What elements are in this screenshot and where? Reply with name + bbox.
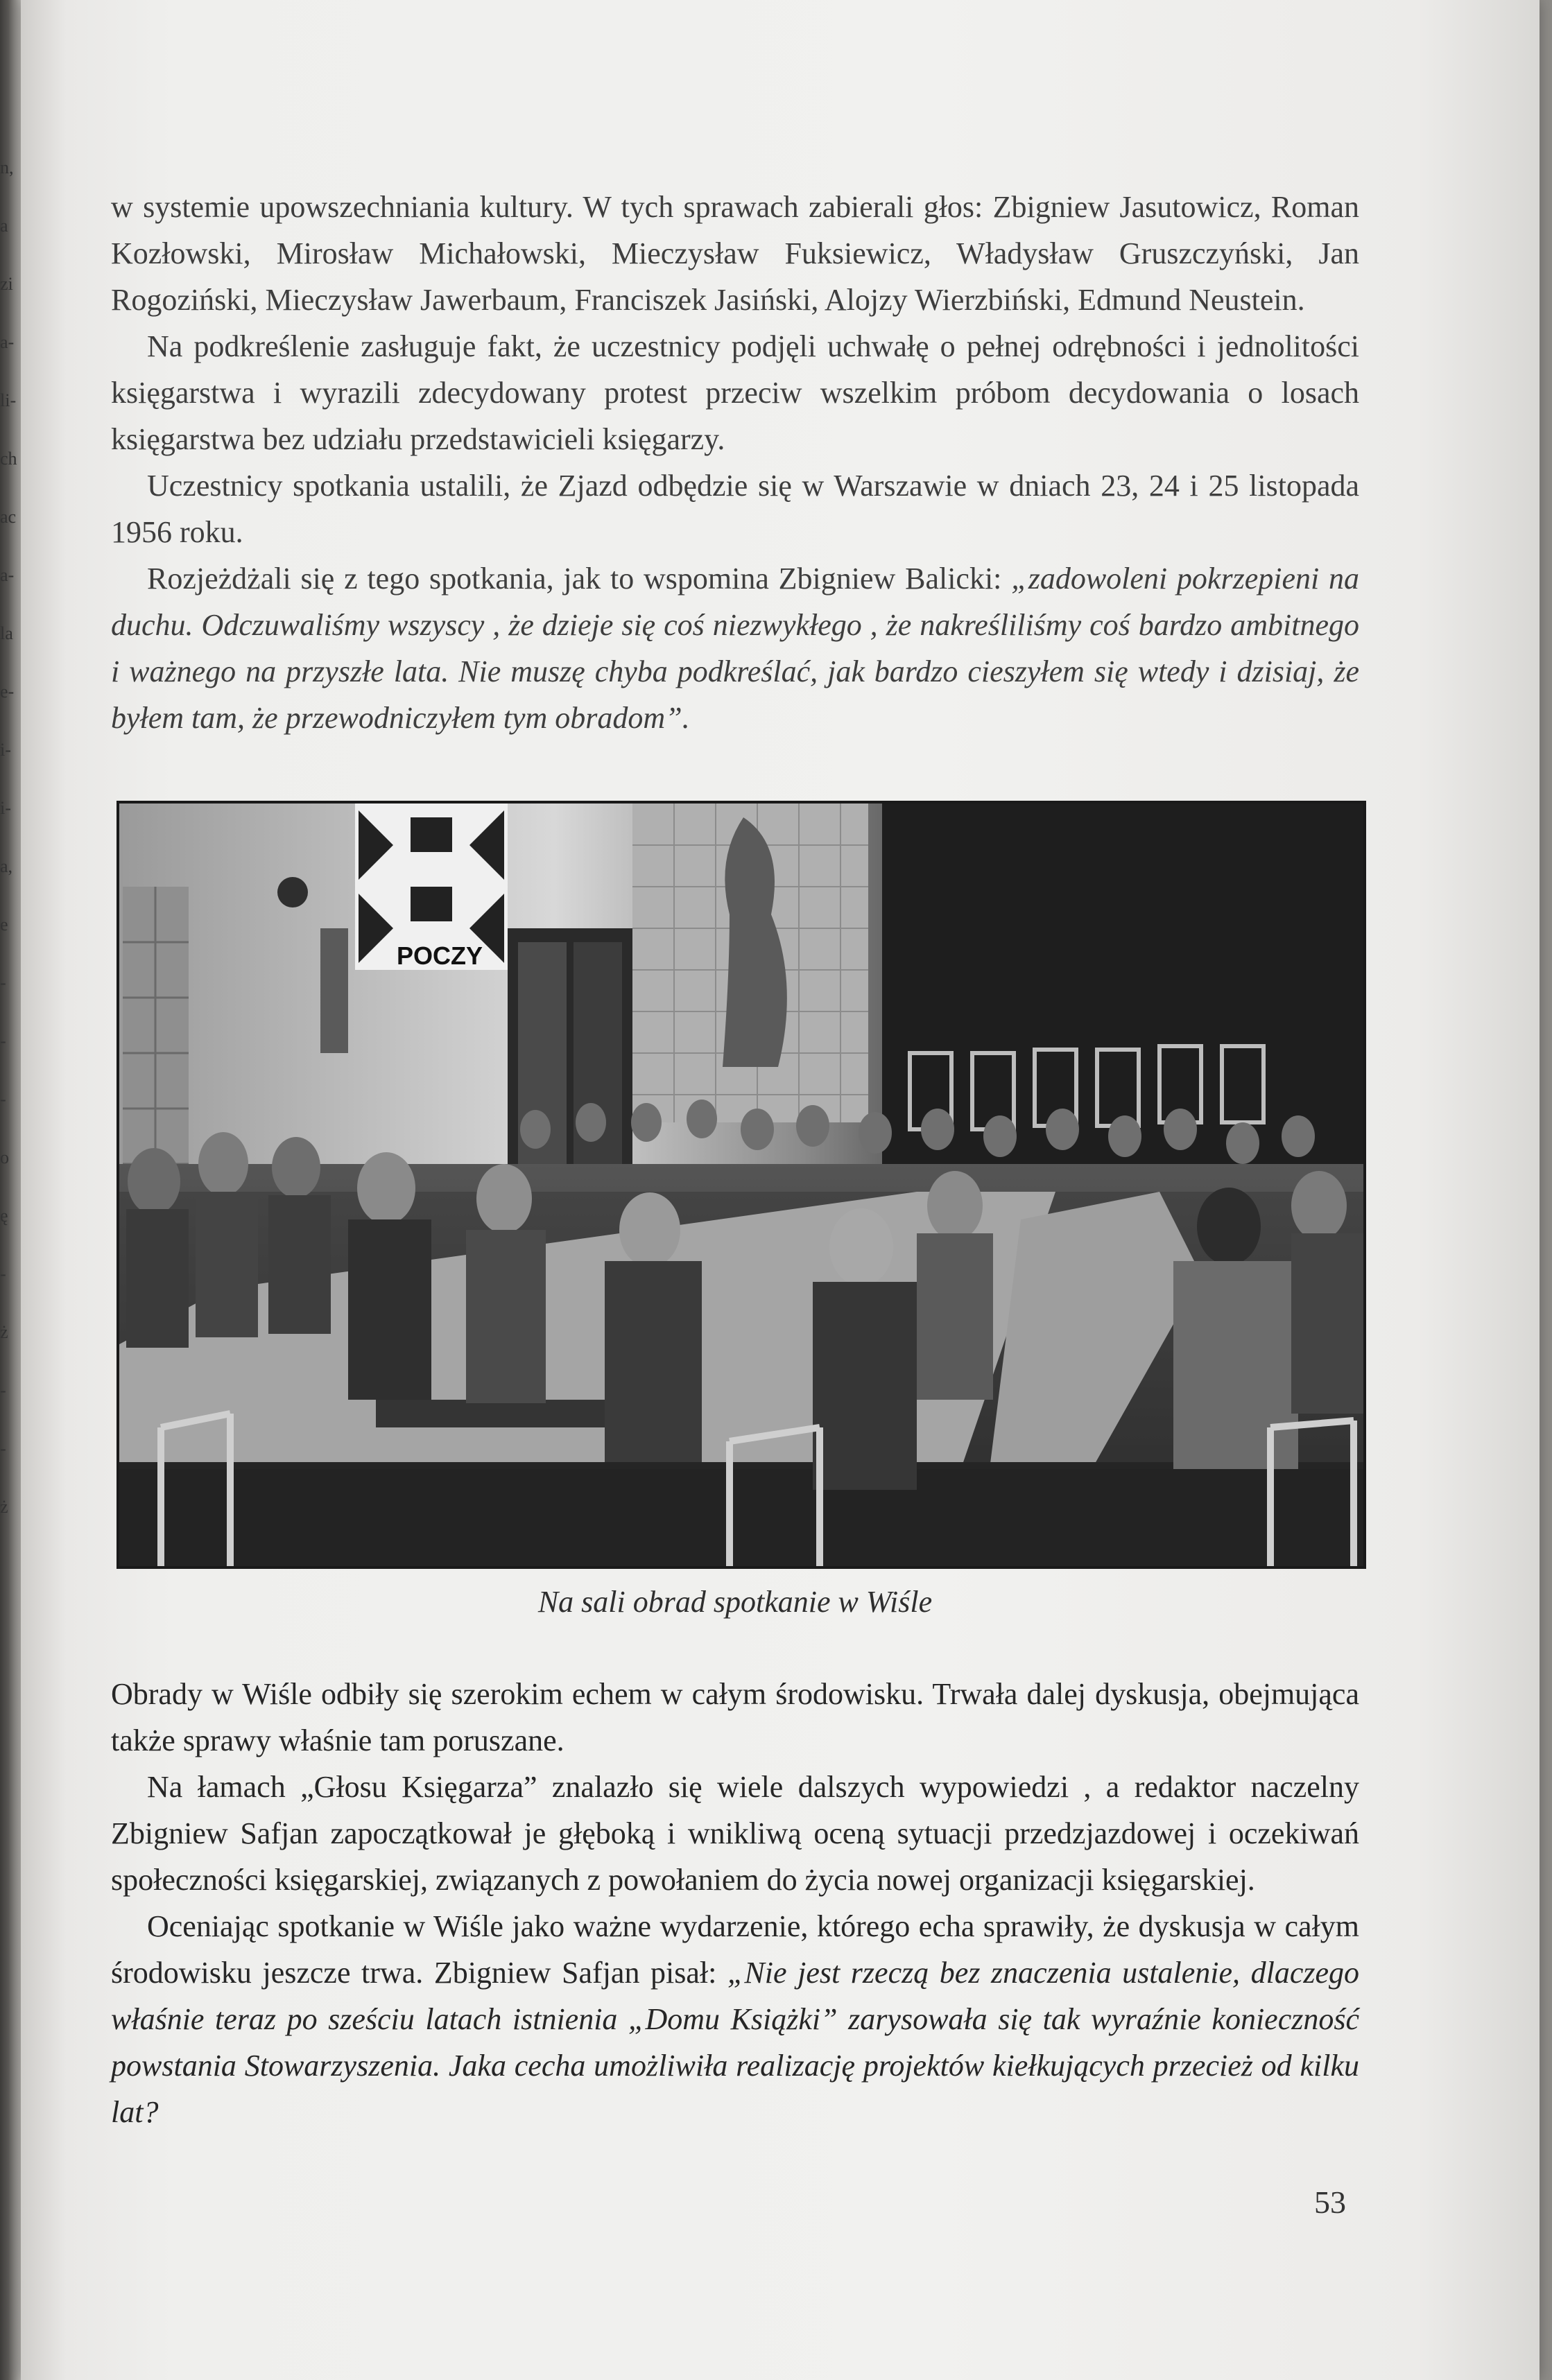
left-page-fragment-text: i- <box>0 740 11 760</box>
left-page-fragment-text: - <box>0 1089 6 1109</box>
top-text-block <box>111 184 1359 741</box>
left-page-fragment-text: - <box>0 1439 6 1459</box>
left-page-fragment-text: ż <box>0 1497 8 1517</box>
left-page-fragment-text: li- <box>0 390 17 410</box>
left-page-fragment-text: a- <box>0 332 15 352</box>
paragraph-5: Obrady w Wiśle odbiły się szerokim echem w całym środowisku. Trwała dalej dyskusja, obejmująca także sprawy właśnie tam poruszane. <box>111 1677 1359 1757</box>
left-page-fragment-text: e- <box>0 681 15 702</box>
left-page-fragment-text: ę <box>0 1206 8 1226</box>
book-page <box>21 0 1540 2380</box>
paragraph-4 <box>111 555 1359 741</box>
left-page-fragment-text: i- <box>0 798 11 818</box>
balicki-quote: „zadowoleni pokrzepieni na duchu. Odczuwaliśmy wszyscy , że dzieje się coś niezwykłego , że nakreśliliśmy coś bardzo ambitnego i ważnego na przyszłe lata. Nie muszę chyba podkreślać, jak bardzo cieszyłem się wtedy i dzisiaj, że byłem tam, że przewodniczyłem tym obradom”. <box>111 562 1360 735</box>
left-page-fragment-text: a- <box>0 565 15 585</box>
paragraph-6: Na łamach „Głosu Księgarza” znalazło się wiele dalszych wypowiedzi , a redaktor naczelny Zbigniew Safjan zapoczątkował je głęboką i wnikliwą oceną sytuacji przedzjazdowej i oczekiwań społeczności księgarskiej, związanych z powołaniem do życia nowej organizacji księgarskiej. <box>111 1770 1359 1897</box>
left-page-fragment-text: la <box>0 623 13 643</box>
paragraph-7 <box>111 1903 1359 2135</box>
left-page-fragment-text: ch <box>0 449 17 469</box>
banner-lettering: POCZY <box>397 941 483 970</box>
paragraph-1: w systemie upowszechniania kultury. W tych sprawach zabierali głos: Zbigniew Jasutowicz, Roman Kozłowski, Mirosław Michałowski, Mieczysław Fuksiewicz, Władysław Gruszczyński, Jan Rogoziński, Mieczysław Jawerbaum, Franciszek Jasiński, Alojzy Wierzbiński, Edmund Neustein. <box>111 190 1359 317</box>
left-page-fragment-text: - <box>0 1264 6 1284</box>
left-page-fragment-text: - <box>0 1380 6 1400</box>
left-page-fragment-text: zi <box>0 274 13 294</box>
page-number: 53 <box>1314 2184 1346 2220</box>
left-page-fragment-text: - <box>0 973 6 993</box>
photo-caption: Na sali obrad spotkanie w Wiśle <box>537 1585 933 1619</box>
paragraph-7-intro: Oceniając spotkanie w Wiśle jako ważne wydarzenie, którego echa sprawiły, że dyskusja w całym środowisku jeszcze trwa. Zbigniew Safjan pisał: <box>111 1909 1359 1990</box>
photograph-meeting-hall <box>117 801 1366 1569</box>
paragraph-3: Uczestnicy spotkania ustalili, że Zjazd odbędzie się w Warszawie w dniach 23, 24 i 25 listopada 1956 roku. <box>111 469 1359 549</box>
photo-illustration <box>119 804 1363 1566</box>
left-page-fragment <box>0 139 21 1525</box>
paragraph-4-intro: Rozjeżdżali się z tego spotkania, jak to wspomina Zbigniew Balicki: <box>147 562 1012 596</box>
left-page-fragment-text: - <box>0 1031 6 1051</box>
safjan-quote: „Nie jest rzeczą bez znaczenia ustalenie, dlaczego właśnie teraz po sześciu latach istnienia „Domu Książki” zarysowała się tak wyraźnie konieczność powstania Stowarzyszenia. Jaka cecha umożliwiła realizację projektów kiełkujących przecież od kilku lat? <box>111 1956 1360 2129</box>
left-page-fragment-text: e <box>0 914 8 935</box>
bottom-text-block <box>111 1671 1359 2135</box>
left-page-fragment-text: a <box>0 216 8 236</box>
left-page-fragment-text: ac <box>0 507 17 527</box>
left-page-fragment-text: o <box>0 1147 9 1167</box>
paragraph-2: Na podkreślenie zasługuje fakt, że uczestnicy podjęli uchwałę o pełnej odrębności i jednolitości księgarstwa i wyrazili zdecydowany protest przeciw wszelkim próbom decydowania o losach księgarstwa bez udziału przedstawicieli księgarzy. <box>111 329 1359 456</box>
left-page-fragment-text: ż <box>0 1322 8 1342</box>
left-page-fragment-text: a, <box>0 856 13 876</box>
left-page-fragment-text: n, <box>0 157 14 177</box>
